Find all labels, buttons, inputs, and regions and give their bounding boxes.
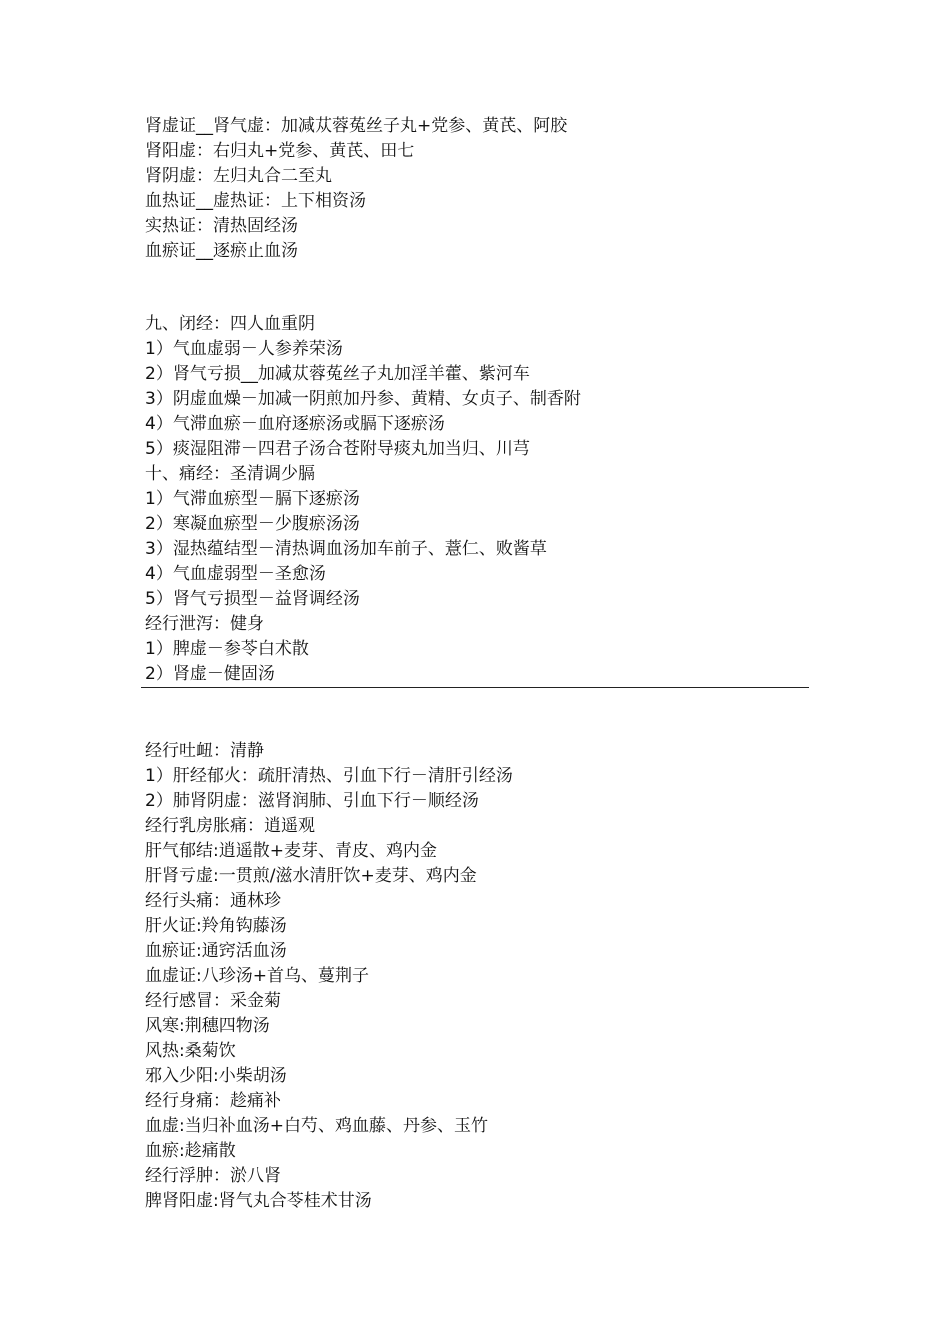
- heading-line: 经行感冒：采金菊: [145, 991, 281, 1011]
- text-line: 2）肾虚－健固汤: [145, 664, 275, 684]
- section-menstrual-symptoms: [145, 739, 815, 1214]
- text-line: 风寒:荆穗四物汤: [145, 1016, 270, 1036]
- document-page: [145, 114, 815, 1214]
- heading-line: 经行身痛：趁痛补: [145, 1091, 281, 1111]
- text-line: 肝气郁结:逍遥散+麦芽、青皮、鸡内金: [145, 841, 437, 861]
- text-line: 实热证：清热固经汤: [145, 216, 298, 236]
- text-line: 2）肺肾阴虚：滋肾润肺、引血下行－顺经汤: [145, 791, 479, 811]
- text-line: 肾虚证__肾气虚：加减苁蓉菟丝子丸+党参、黄芪、阿胶: [145, 116, 568, 136]
- heading-line: 经行乳房胀痛：逍遥观: [145, 816, 315, 836]
- text-line: 4）气血虚弱型－圣愈汤: [145, 564, 326, 584]
- text-line: 血瘀:趁痛散: [145, 1141, 236, 1161]
- heading-line: 经行泄泻：健身: [145, 614, 264, 634]
- horizontal-divider: [141, 687, 809, 688]
- spacer: [145, 264, 815, 312]
- text-line: 1）气血虚弱－人参养荣汤: [145, 339, 343, 359]
- text-line: 1）肝经郁火：疏肝清热、引血下行－清肝引经汤: [145, 766, 513, 786]
- text-line: 1）气滞血瘀型－膈下逐瘀汤: [145, 489, 360, 509]
- text-line: 脾肾阳虚:肾气丸合苓桂术甘汤: [145, 1191, 372, 1211]
- text-line: 4）气滞血瘀－血府逐瘀汤或膈下逐瘀汤: [145, 414, 445, 434]
- text-line: 血瘀证:通窍活血汤: [145, 941, 287, 961]
- heading-line: 九、闭经：四人血重阴: [145, 314, 315, 334]
- text-line: 5）肾气亏损型－益肾调经汤: [145, 589, 360, 609]
- text-line: 血虚:当归补血汤+白芍、鸡血藤、丹参、玉竹: [145, 1116, 488, 1136]
- text-line: 肾阴虚：左归丸合二至丸: [145, 166, 332, 186]
- text-line: 5）痰湿阻滞－四君子汤合苍附导痰丸加当归、川芎: [145, 439, 530, 459]
- text-line: 血热证__虚热证：上下相资汤: [145, 191, 366, 211]
- text-line: 肾阳虚：右归丸+党参、黄芪、田七: [145, 141, 415, 161]
- section-amenorrhea-dysmenorrhea: [145, 312, 815, 687]
- heading-line: 经行吐衄：清静: [145, 741, 264, 761]
- text-line: 3）阴虚血燥－加减一阴煎加丹参、黄精、女贞子、制香附: [145, 389, 581, 409]
- text-line: 邪入少阳:小柴胡汤: [145, 1066, 287, 1086]
- text-line: 血虚证:八珍汤+首乌、蔓荆子: [145, 966, 369, 986]
- text-line: 肝肾亏虚:一贯煎/滋水清肝饮+麦芽、鸡内金: [145, 866, 477, 886]
- text-line: 3）湿热蕴结型－清热调血汤加车前子、薏仁、败酱草: [145, 539, 547, 559]
- text-line: 血瘀证__逐瘀止血汤: [145, 241, 298, 261]
- heading-line: 十、痛经：圣清调少膈: [145, 464, 315, 484]
- text-line: 2）寒凝血瘀型－少腹瘀汤汤: [145, 514, 360, 534]
- section-kidney-blood: [145, 114, 815, 264]
- spacer: [145, 687, 815, 739]
- text-line: 2）肾气亏损__加减苁蓉菟丝子丸加淫羊藿、紫河车: [145, 364, 530, 384]
- text-line: 风热:桑菊饮: [145, 1041, 236, 1061]
- text-line: 1）脾虚－参苓白术散: [145, 639, 309, 659]
- heading-line: 经行头痛：通林珍: [145, 891, 281, 911]
- heading-line: 经行浮肿：淤八肾: [145, 1166, 281, 1186]
- text-line: 肝火证:羚角钩藤汤: [145, 916, 287, 936]
